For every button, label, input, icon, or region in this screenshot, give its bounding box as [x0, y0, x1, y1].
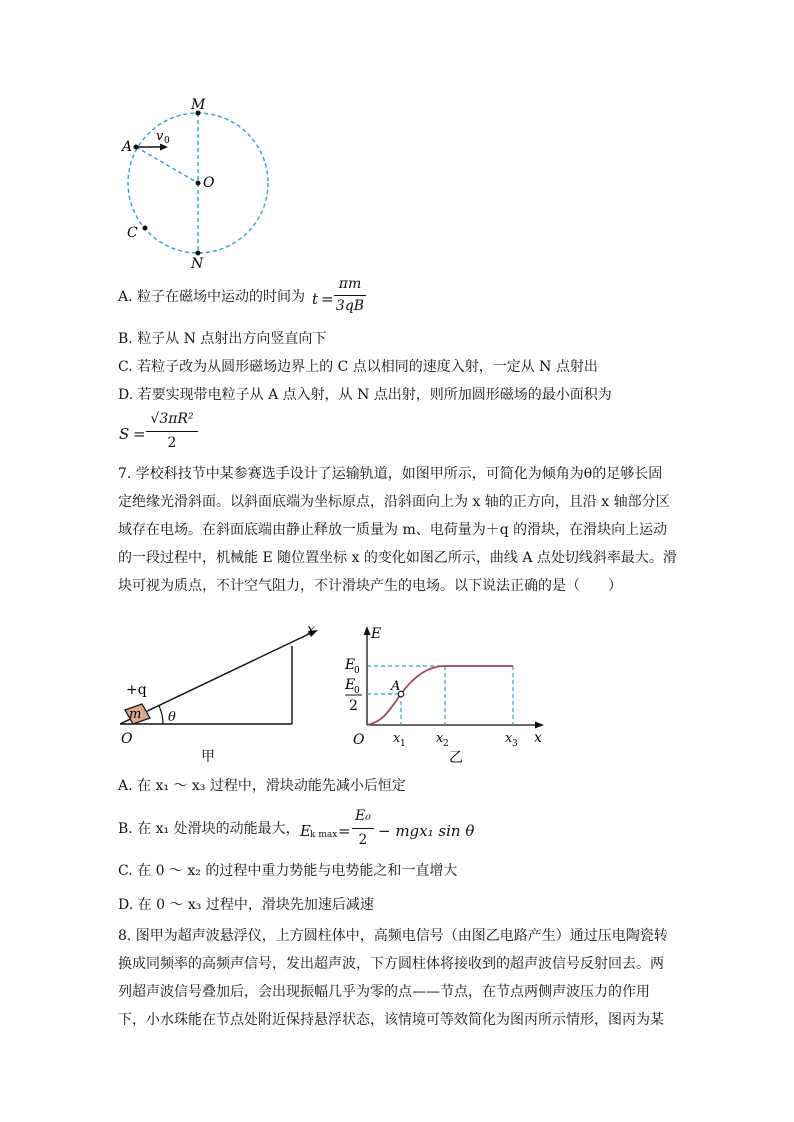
- option-A-denominator: 3qB: [335, 298, 365, 314]
- q8-line-2: 换成同频率的高频声信号，发出超声波，下方圆柱体将接收到的超声波信号反射回去。两: [118, 956, 664, 972]
- label-N: N: [191, 256, 204, 272]
- q6-option-B: B. 粒子从 N 点射出方向竖直向下: [118, 331, 327, 347]
- label-E0-sub: 0: [354, 666, 360, 676]
- option-B-E: E: [300, 822, 311, 840]
- caption-jia: 甲: [201, 749, 215, 765]
- label-x: x: [534, 730, 542, 746]
- q8-line-3: 列超声波信号叠加后，会出现振幅几乎为零的点——节点，在节点两侧声波压力的作用: [118, 984, 650, 1000]
- q8-line-1: 8. 图甲为超声波悬浮仪，上方圆柱体中，高频电信号（由图乙电路产生）通过压电陶瓷转: [118, 928, 668, 944]
- label-x1-sub: 1: [400, 739, 406, 749]
- q7-line-2: 定绝缘光滑斜面。以斜面底端为坐标原点，沿斜面向上为 x 轴的正方向，且沿 x 轴部分区: [118, 494, 670, 510]
- option-B-rest: − mgx₁ sin θ: [378, 822, 475, 840]
- label-O: O: [203, 175, 215, 191]
- fraction-bar: [146, 431, 198, 432]
- label-E0: E: [345, 657, 356, 673]
- incline-figure-jia: [115, 618, 325, 768]
- q7-option-D: D. 在 0 ～ x₃ 过程中，滑块先加速后减速: [118, 897, 374, 913]
- option-D-fraction: [146, 411, 198, 453]
- theta-arc: [159, 706, 163, 724]
- label-E0half-sub: 0: [354, 686, 360, 696]
- label-m: m: [129, 707, 142, 722]
- option-D-eq: =: [133, 425, 146, 443]
- q7-line-5: 块可视为质点，不计空气阻力，不计滑块产生的电场。以下说法正确的是（ ）: [118, 578, 622, 594]
- q7-line-1: 7. 学校科技节中某参赛选手设计了运输轨道，如图甲所示，可简化为倾角为θ的足够长固: [118, 466, 663, 482]
- label-E0half-den: 2: [349, 698, 358, 714]
- q6-option-A: [118, 290, 305, 304]
- q8-line-4: 下，小水珠能在节点处附近保持悬浮状态，该情境可等效简化为图丙所示情形，图丙为某: [118, 1012, 664, 1028]
- option-D-S: S: [119, 425, 130, 443]
- option-A-numerator: πm: [338, 276, 362, 292]
- q6-option-D: D. 若要实现带电粒子从 A 点入射，从 N 点出射，则所加圆形磁场的最小面积为: [118, 387, 612, 403]
- label-x3: x: [505, 731, 513, 746]
- point-A: [134, 145, 139, 150]
- fraction-bar: [334, 295, 366, 296]
- option-B-fraction: [352, 808, 374, 850]
- option-A-fraction: [334, 276, 366, 316]
- label-A: A: [122, 139, 133, 155]
- option-A-text: A. 粒子在磁场中运动的时间为: [118, 289, 306, 305]
- q7-option-B-prefix: B. 在 x₁ 处滑块的动能最大，: [118, 821, 300, 837]
- incline-slope-x-axis: [120, 633, 311, 724]
- fraction-bar: [352, 828, 374, 829]
- option-D-denominator: 2: [167, 435, 177, 451]
- label-x2: x: [436, 731, 444, 746]
- option-D-numerator: √3πR²: [150, 411, 194, 427]
- option-B-sub: k max: [310, 830, 338, 840]
- option-B-eq: =: [338, 822, 351, 840]
- energy-graph-yi: [335, 622, 550, 772]
- label-x3-sub: 3: [512, 739, 518, 749]
- point-O: [196, 181, 201, 186]
- energy-curve: [367, 666, 513, 725]
- label-theta: θ: [168, 710, 176, 725]
- q7-line-3: 域存在电场。在斜面底端由静止释放一质量为 m、电荷量为＋q 的滑块，在滑块向上运动: [118, 522, 668, 538]
- q7-option-A: A. 在 x₁ ～ x₃ 过程中，滑块动能先减小后恒定: [118, 778, 406, 794]
- label-x2-sub: 2: [443, 739, 449, 749]
- x-axis-arrowhead: [535, 722, 544, 729]
- label-A: A: [391, 679, 401, 694]
- point-N: [196, 251, 201, 256]
- radius-AO: [136, 147, 198, 183]
- label-v-sub: 0: [164, 136, 170, 146]
- label-x1: x: [393, 731, 401, 746]
- E-axis-arrowhead: [364, 626, 371, 635]
- magnetic-field-circle-figure: [110, 88, 280, 273]
- q7-line-4: 的一段过程中，机械能 E 随位置坐标 x 的变化如图乙所示，曲线 A 点处切线斜率最大。滑: [118, 550, 677, 566]
- q7-option-C: C. 在 0 ～ x₂ 的过程中重力势能与电势能之和一直增大: [118, 863, 458, 879]
- caption-yi: 乙: [449, 750, 463, 766]
- q6-option-C: C. 若粒子改为从圆形磁场边界上的 C 点以相同的速度入射，一定从 N 点射出: [118, 359, 598, 375]
- option-A-eq: =: [321, 290, 334, 308]
- label-M: M: [191, 97, 206, 113]
- label-C: C: [127, 225, 138, 241]
- label-O: O: [353, 732, 365, 748]
- point-C: [143, 226, 148, 231]
- option-B-numerator: E₀: [355, 808, 371, 824]
- label-v: v: [156, 129, 164, 144]
- label-q: +q: [126, 682, 147, 698]
- option-B-denominator: 2: [358, 832, 368, 848]
- option-A-t: t: [312, 290, 319, 308]
- label-x: x: [307, 622, 315, 638]
- label-E0half-num: E: [345, 677, 356, 693]
- label-O: O: [121, 731, 133, 747]
- label-E: E: [371, 626, 382, 642]
